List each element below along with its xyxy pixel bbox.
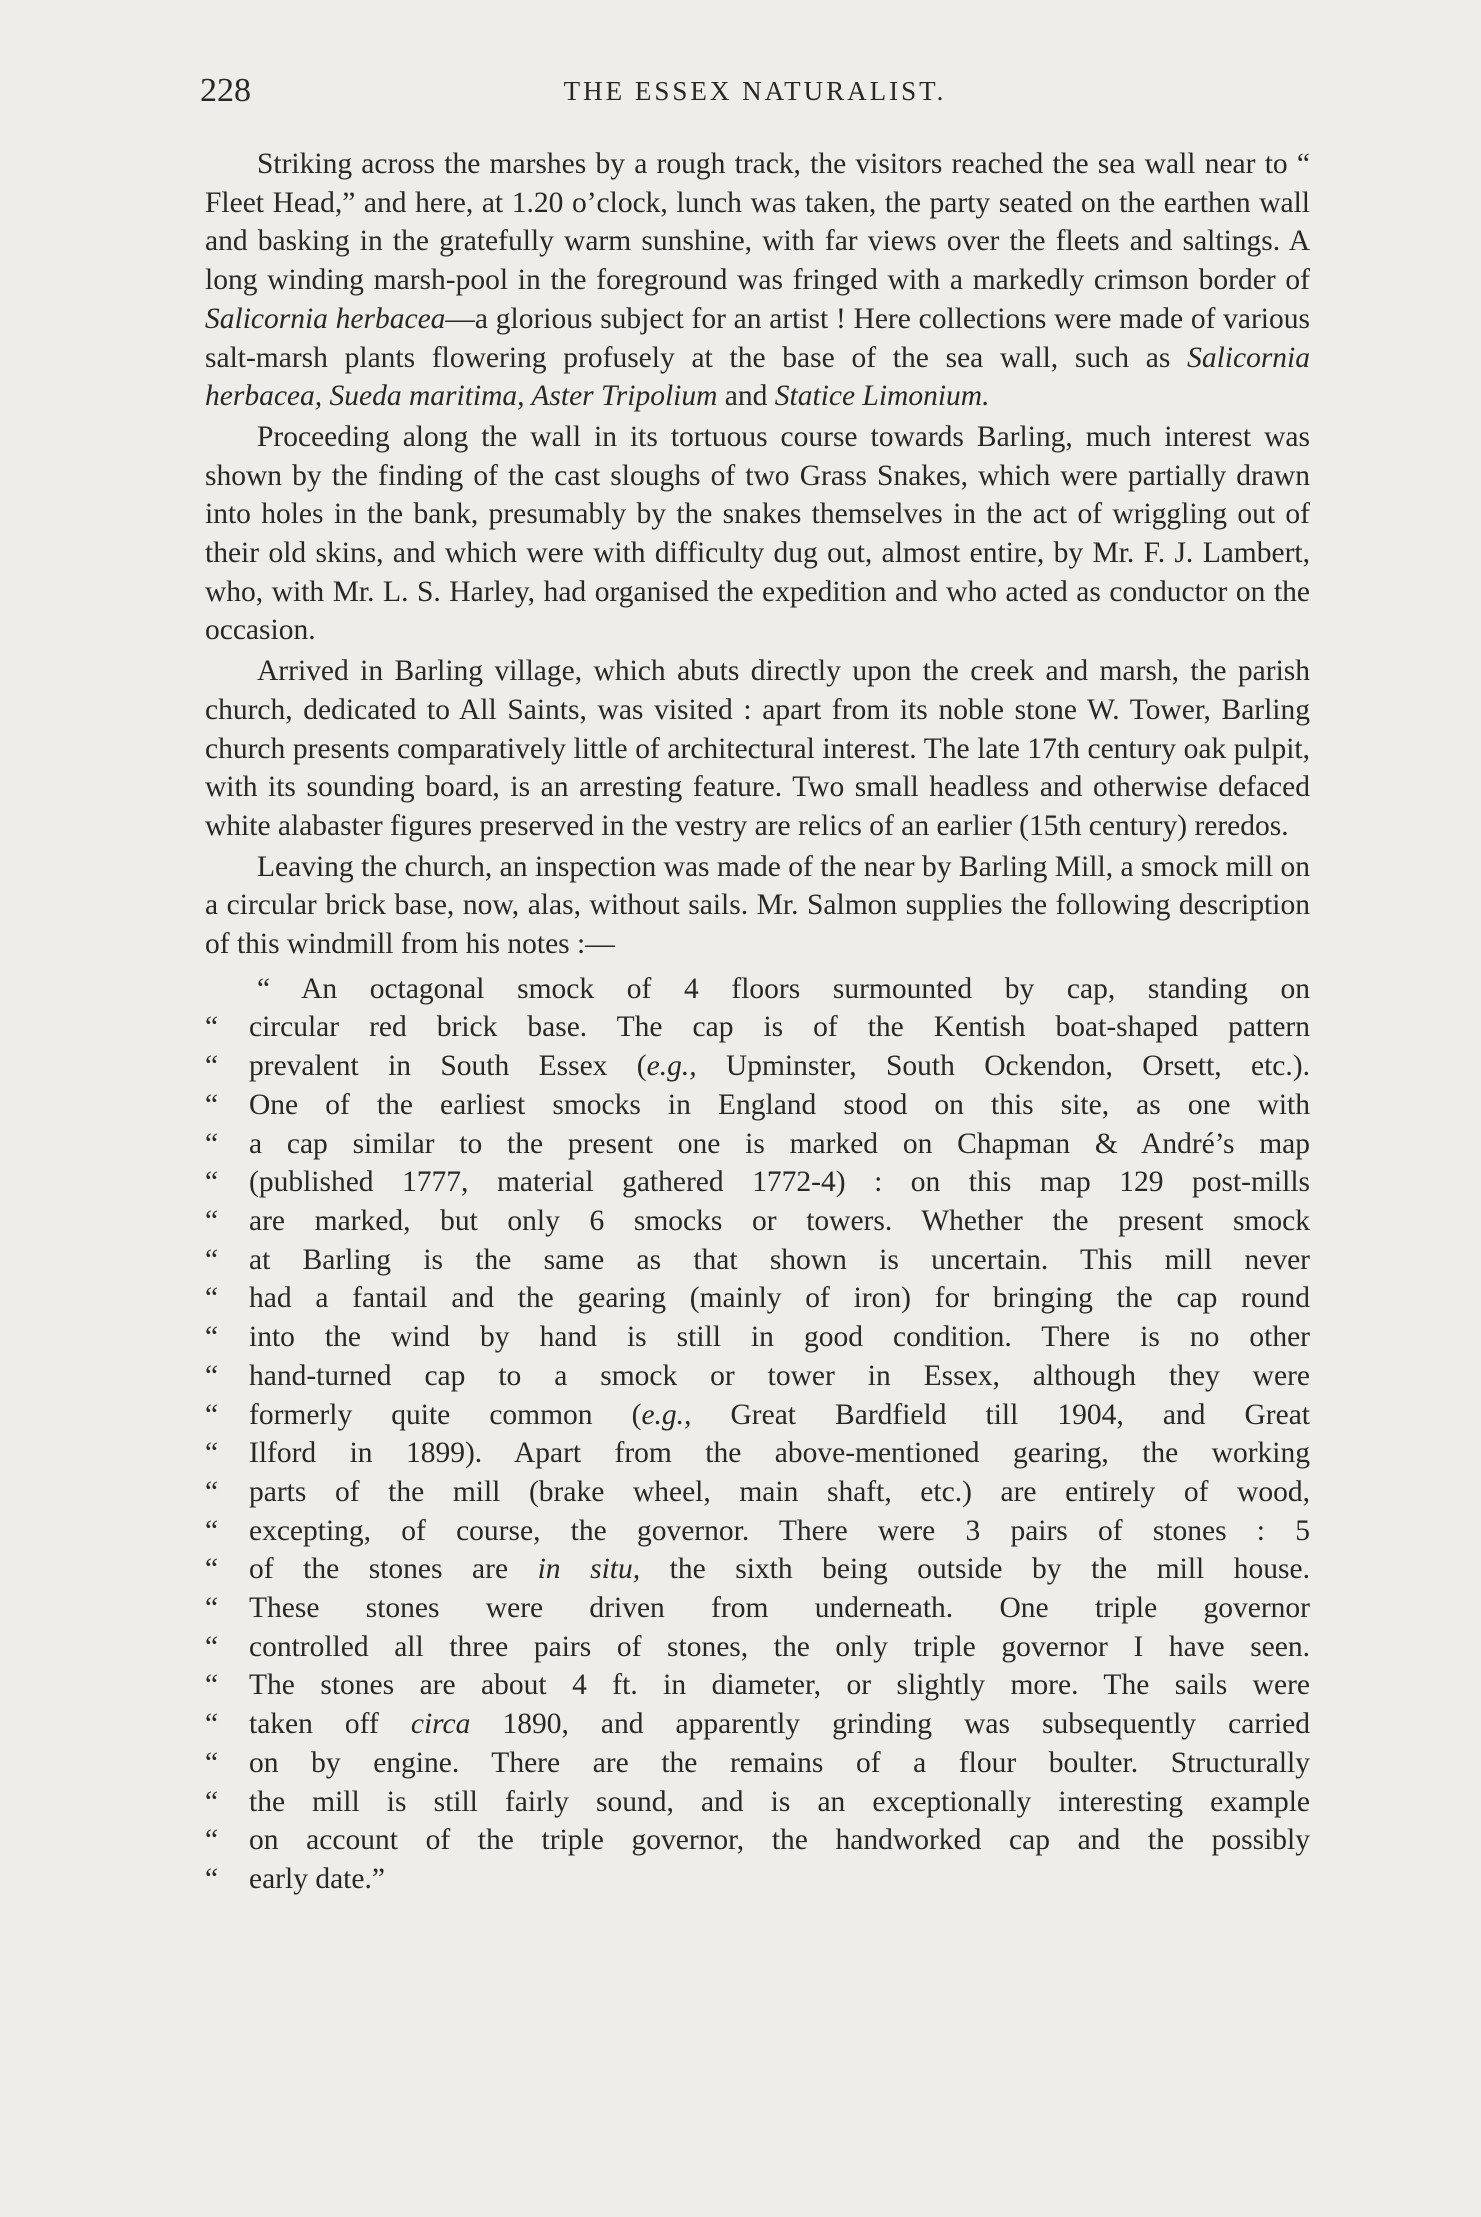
text-run: formerly quite common (	[249, 1398, 642, 1431]
quote-mark: “	[205, 1553, 219, 1586]
quote-line	[205, 1512, 1310, 1551]
body-text	[205, 145, 1310, 1899]
italic-text: Salicornia herbacea, Sueda maritima, Aster Tripolium	[205, 341, 1310, 413]
quote-line	[205, 970, 1310, 1009]
text-run: Ilford in 1899). Apart from the above-mentioned gearing, the working	[249, 1437, 1310, 1470]
paragraph	[205, 145, 1310, 416]
quote-line	[205, 1008, 1310, 1047]
text-run: prevalent in South Essex (	[249, 1050, 647, 1083]
italic-text: e.g.,	[641, 1398, 692, 1431]
quote-mark: “	[205, 1088, 219, 1121]
text-run: Leaving the church, an inspection was made of the near by Barling Mill, a smock mill on a circular brick base, now, alas, without sails. Mr. Salmon supplies the following description of this windmill from his notes :—	[205, 850, 1310, 961]
text-run: One of the earliest smocks in England stood on this site, as one with	[249, 1088, 1310, 1121]
quote-line	[205, 1434, 1310, 1473]
quote-line	[205, 1783, 1310, 1822]
quote-mark: “	[205, 1785, 219, 1818]
quote-line	[205, 1589, 1310, 1628]
text-run: —a glorious subject for an artist ! Here collections were made of various salt-marsh plants flowering profusely at the base of the sea wall, such as	[205, 302, 1310, 374]
text-run: of the stones are	[249, 1553, 538, 1586]
quote-mark: “	[205, 1359, 219, 1392]
quote-line	[205, 1125, 1310, 1164]
quote-line	[205, 1047, 1310, 1086]
text-run: circular red brick base. The cap is of the Kentish boat-shaped pattern	[249, 1011, 1310, 1044]
quote-mark: “	[205, 1127, 219, 1160]
quote-mark: “	[205, 1437, 219, 1470]
paragraph	[205, 848, 1310, 964]
quote-mark: “	[205, 1321, 219, 1354]
quote-line	[205, 1241, 1310, 1280]
text-run: had a fantail and the gearing (mainly of iron) for bringing the cap round	[249, 1282, 1310, 1315]
quote-mark: “	[205, 1050, 219, 1083]
text-run: taken off	[249, 1708, 411, 1741]
quote-line	[205, 1086, 1310, 1125]
quote-mark: “	[205, 1862, 219, 1895]
quote-line	[205, 1396, 1310, 1435]
text-run: These stones were driven from underneath. One triple governor	[249, 1592, 1310, 1625]
italic-text: Statice Limonium.	[774, 380, 990, 413]
quote-line	[205, 1202, 1310, 1241]
text-run: 1890, and apparently grinding was subsequently carried	[470, 1708, 1310, 1741]
quote-mark: “	[205, 1824, 219, 1857]
text-run: a cap similar to the present one is marked on Chapman & André’s map	[249, 1127, 1310, 1160]
text-run: early date.”	[249, 1862, 385, 1895]
quote-mark: “	[205, 1475, 219, 1508]
quote-line	[205, 1821, 1310, 1860]
paragraph	[205, 418, 1310, 650]
quote-line	[205, 1357, 1310, 1396]
text-run: Proceeding along the wall in its tortuous course towards Barling, much interest was shown by the finding of the cast sloughs of two Grass Snakes, which were partially drawn into holes in the bank, presumably by the snakes themselves in the act of wriggling out of their old skins, and which were with difficulty dug out, almost entire, by Mr. F. J. Lambert, who, with Mr. L. S. Harley, had organised the expedition and who acted as conductor on the occasion.	[205, 420, 1310, 647]
text-run: excepting, of course, the governor. There were 3 pairs of stones : 5	[249, 1514, 1310, 1547]
text-run: Striking across the marshes by a rough track, the visitors reached the sea wall near to “ Fleet Head,” and here, at 1.20 o’clock, lunch was taken, the party seated on the earthen wall and basking in the gratefully warm sunshine, with far views over the fleets and saltings. A long winding marsh-pool in the foreground was fringed with a markedly crimson border of	[205, 148, 1310, 297]
quote-line	[205, 1628, 1310, 1667]
page-header	[200, 72, 1310, 116]
quote-line	[205, 1279, 1310, 1318]
quoted-description	[205, 970, 1310, 1899]
text-run: The stones are about 4 ft. in diameter, or slightly more. The sails were	[249, 1669, 1310, 1702]
quote-mark: “	[205, 1514, 219, 1547]
text-run: parts of the mill (brake wheel, main shaft, etc.) are entirely of wood,	[249, 1475, 1310, 1508]
quote-line	[205, 1705, 1310, 1744]
quote-mark: “	[205, 1204, 219, 1237]
quote-line	[205, 1666, 1310, 1705]
text-run: Upminster, South Ockendon, Orsett, etc.).	[696, 1050, 1310, 1083]
text-run: and	[717, 380, 775, 413]
quote-mark: “	[205, 1243, 219, 1276]
quote-mark: “	[205, 1708, 219, 1741]
text-run: on by engine. There are the remains of a flour boulter. Structurally	[249, 1746, 1310, 1779]
quote-mark: “	[205, 1011, 219, 1044]
italic-text: in situ,	[537, 1553, 641, 1586]
text-run: are marked, but only 6 smocks or towers. Whether the present smock	[249, 1204, 1310, 1237]
quote-mark: “	[205, 1746, 219, 1779]
quote-line	[205, 1550, 1310, 1589]
paragraph	[205, 652, 1310, 846]
page-number: 228	[200, 72, 251, 109]
quote-mark: “	[205, 1592, 219, 1625]
text-run: controlled all three pairs of stones, the only triple governor I have seen.	[249, 1630, 1310, 1663]
quote-mark: “	[205, 1166, 219, 1199]
running-title: THE ESSEX NATURALIST.	[563, 76, 947, 106]
italic-text: Salicornia herbacea	[205, 302, 446, 335]
text-run: hand-turned cap to a smock or tower in Essex, although they were	[249, 1359, 1310, 1392]
quote-mark: “	[205, 1630, 219, 1663]
quote-mark: “	[205, 1669, 219, 1702]
text-run: the mill is still fairly sound, and is an exceptionally interesting example	[249, 1785, 1310, 1818]
italic-text: circa	[410, 1708, 471, 1741]
quote-mark: “	[205, 1282, 219, 1315]
text-run: the sixth being outside by the mill house.	[640, 1553, 1310, 1586]
text-run: Arrived in Barling village, which abuts directly upon the creek and marsh, the parish church, dedicated to All Saints, was visited : apart from its noble stone W. Tower, Barling church presents comparatively little of architectural interest. The late 17th century oak pulpit, with its sounding board, is an arresting feature. Two small headless and otherwise defaced white alabaster figures preserved in the vestry are relics of an earlier (15th century) reredos.	[205, 655, 1310, 842]
quote-line	[205, 1318, 1310, 1357]
text-run: “ An octagonal smock of 4 floors surmounted by cap, standing on	[257, 972, 1310, 1005]
quote-line	[205, 1163, 1310, 1202]
text-run: into the wind by hand is still in good condition. There is no other	[249, 1321, 1310, 1354]
text-run: (published 1777, material gathered 1772-4) : on this map 129 post-mills	[249, 1166, 1310, 1199]
quote-line	[205, 1473, 1310, 1512]
quote-line	[205, 1860, 1310, 1899]
text-run: Great Bardfield till 1904, and Great	[691, 1398, 1310, 1431]
quote-mark: “	[205, 1398, 219, 1431]
text-run: on account of the triple governor, the handworked cap and the possibly	[249, 1824, 1310, 1857]
quote-line	[205, 1744, 1310, 1783]
italic-text: e.g.,	[646, 1050, 697, 1083]
text-run: at Barling is the same as that shown is uncertain. This mill never	[249, 1243, 1310, 1276]
paragraphs	[205, 145, 1310, 964]
